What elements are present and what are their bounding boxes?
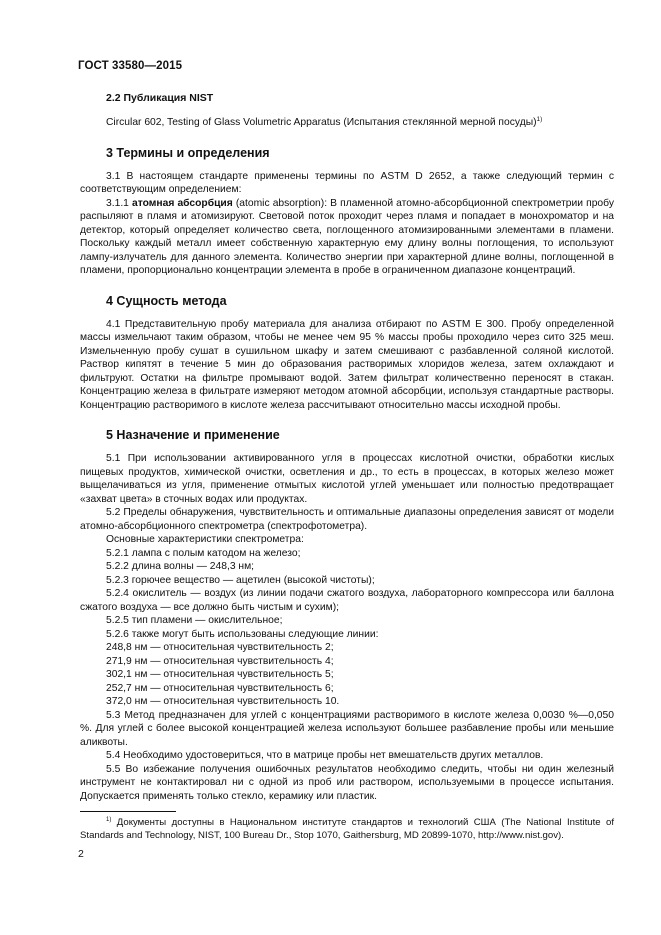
section-5 — [80, 428, 614, 803]
list-intro: Основные характеристики спектрометра: — [106, 534, 304, 545]
term-text: (atomic absorption): В пламенной атомно-абсорбционной спектрометрии пробу распыляют в пламя и атомизируют. Световой поток проходит через пламя и попадает в монохроматор и на детектор, который определяет количество света, поглощенного атомизированными элементами в пламени. Поскольку каждый металл имеет собственную характерную ему длину волны поглощения, то используют лампу-излучатель для данного элемента. Количество энергии при характерной длине волны, поглощенной в пламени, пропорционально концентрации элемента в пробе в ограниченном диапазоне концентраций. — [80, 197, 614, 276]
footnote-marker: 1) — [106, 817, 112, 823]
term-definition — [80, 197, 614, 278]
section-3 — [80, 146, 614, 278]
section-heading: 3 Термины и определения — [106, 145, 270, 160]
paragraph-5-2: 5.2 Пределы обнаружения, чувствительность и оптимальные диапазоны определения зависят от модели атомно-абсорбционного спектрометра (спектрофотометра). — [80, 507, 614, 532]
footnote-text: Документы доступны в Национальном институте стандартов и технологий США (The National Institute of Standards and Technology, NIST, 100 Bureau Dr., Stop 1070, Gaithersburg, MD 20899-1070, http://www.nist.gov). — [80, 817, 614, 841]
footnote-divider — [80, 811, 176, 812]
paragraph-5-1: 5.1 При использовании активированного угля в процессах кислотной очистки, обработки кислых пищевых продуктов, химической очистки, осветления и др., то есть в процессах, в которых железо может выщелачиваться из угля, применение отмытых кислотой углей уменьшает или полностью предотвращает «захват цвета» в сточных водах или продуктах. — [80, 453, 614, 505]
section-2-2 — [80, 92, 614, 130]
reference-title: Circular 602, Testing of Glass Volumetric Apparatus (Испытания стеклянной мерной посуды) — [106, 117, 537, 128]
paragraph-3-1: 3.1 В настоящем стандарте применены термины по ASTM D 2652, а также следующий термин с соответствующим определением: — [80, 170, 614, 195]
wavelength-line: 372,0 нм — относительная чувствительность 10. — [106, 696, 340, 707]
term-number: 3.1.1 — [106, 197, 129, 209]
document-body — [80, 92, 614, 819]
standard-designation: ГОСТ 33580—2015 — [78, 60, 183, 72]
wavelength-line: 252,7 нм — относительная чувствительность 6; — [106, 682, 334, 694]
wavelength-line: 302,1 нм — относительная чувствительность 5; — [106, 669, 334, 680]
paragraph-5-5: 5.5 Во избежание получения ошибочных результатов необходимо следить, чтобы ни один железный инструмент не контактировал ни с одной из проб или раствором, используемыми в процессе испытания. Допускается применять только стекло, керамику или пластик. — [80, 763, 614, 802]
section-heading: 5 Назначение и применение — [106, 428, 280, 442]
list-item: 5.2.5 тип пламени — окислительное; — [106, 615, 283, 626]
subsection-heading: 2.2 Публикация NIST — [106, 92, 214, 104]
section-heading: 4 Сущность метода — [106, 293, 227, 308]
list-item: 5.2.3 горючее вещество — ацетилен (высокой чистоты); — [106, 574, 375, 586]
footnote — [80, 814, 614, 842]
page-number: 2 — [78, 848, 84, 860]
term-name: атомная абсорбция — [132, 197, 233, 209]
reference-text — [106, 113, 614, 130]
wavelength-line: 271,9 нм — относительная чувствительность 4; — [106, 655, 334, 667]
list-item: 5.2.4 окислитель — воздух (из линии подачи сжатого воздуха, лабораторного компрессора или баллона сжатого воздуха — все должно быть чистым и сухим); — [80, 588, 614, 613]
paragraph-5-4: 5.4 Необходимо удостовериться, что в матрице пробы нет вмешательств других металлов. — [106, 750, 544, 761]
list-item: 5.2.1 лампа с полым катодом на железо; — [106, 547, 301, 559]
paragraph-4-1: 4.1 Представительную пробу материала для анализа отбирают по ASTM E 300. Пробу определенной массы измельчают таким образом, чтобы не менее чем 95 % массы пробы проходило через сито 325 меш. Измельченную пробу сушат в сушильном шкафу и затем смешивают с разбавленной соляной кислотой. Раствор кипятят в течение 5 мин до образования растворимых хлоридов железа, затем охлаждают и фильтруют. Остатки на фильтре промывают водой. Затем фильтрат количественно переносят в стакан. Концентрацию железа в фильтрате измеряют методом атомной абсорбции, используя стандартные растворы. Концентрацию растворимого в кислоте железа рассчитывают относительно массы исходной пробы. — [80, 318, 614, 411]
list-item: 5.2.6 также могут быть использованы следующие линии: — [106, 628, 379, 640]
wavelength-line: 248,8 нм — относительная чувствительность 2; — [106, 642, 334, 653]
paragraph-5-3: 5.3 Метод предназначен для углей с концентрациями растворимого в кислоте железа 0,0030 %—0,050 %. Для углей с более высокой концентрацией железа используют большее разбавление пробы или меньшие аликвоты. — [80, 709, 614, 748]
footnote-marker: 1) — [536, 116, 543, 123]
section-4 — [80, 294, 614, 413]
list-item: 5.2.2 длина волны — 248,3 нм; — [106, 561, 255, 572]
